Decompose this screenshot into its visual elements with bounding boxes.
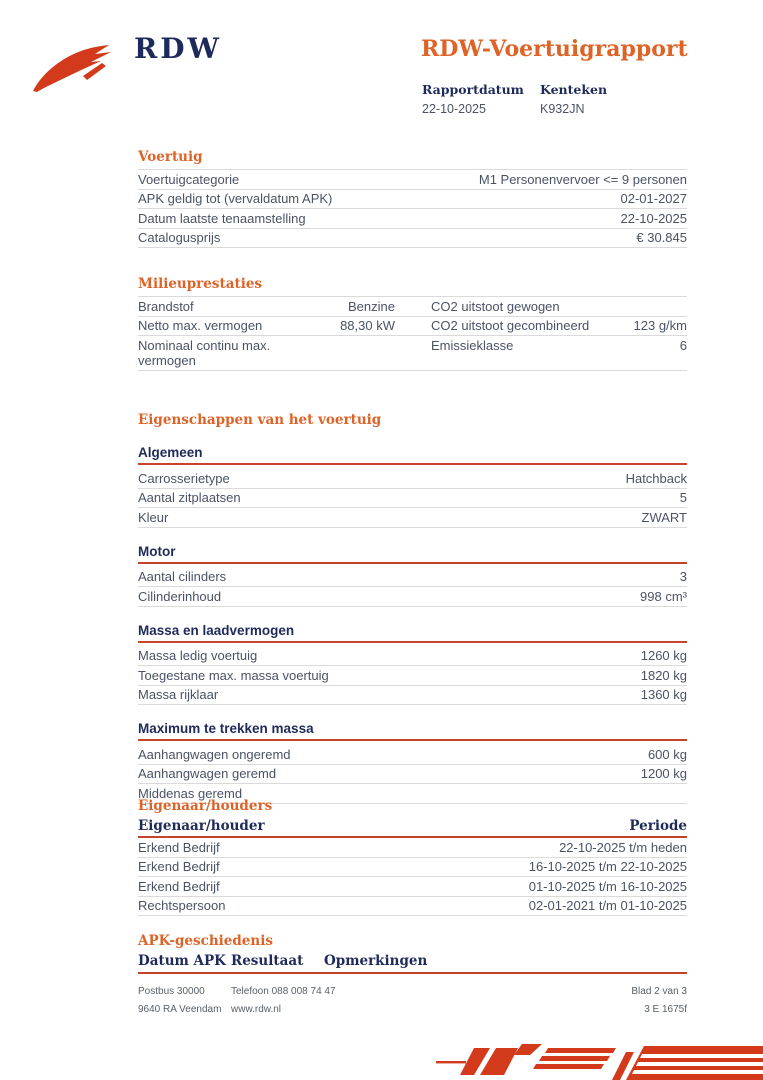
subsection-motor (138, 544, 687, 607)
row-label: APK geldig tot (vervaldatum APK) (138, 191, 333, 206)
section-title: APK-geschiedenis (138, 933, 273, 949)
row-label: Aanhangwagen geremd (138, 766, 277, 781)
report-meta (422, 82, 607, 116)
report-date-value: 22-10-2025 (422, 102, 486, 116)
table-row (138, 209, 687, 229)
column-header-result: Resultaat (231, 953, 304, 969)
row-label: Brandstof (138, 298, 194, 314)
motor-table (138, 568, 687, 607)
row-label: Massa ledig voertuig (138, 648, 258, 663)
row-value: 1360 kg (640, 687, 687, 702)
row-value: 22-10-2025 (620, 210, 687, 226)
table-row (138, 858, 687, 878)
owner-table-header (138, 818, 687, 838)
row-label: Netto max. vermogen (138, 318, 263, 333)
subsection-title: Algemeen (138, 445, 687, 465)
trekken-table (138, 745, 687, 804)
table-row (138, 686, 687, 706)
algemeen-table (138, 469, 687, 528)
row-label: CO2 uitstoot gewogen (431, 298, 560, 314)
column-header-period: Periode (629, 818, 687, 834)
section-eigenschappen (138, 412, 687, 804)
table-row (138, 765, 687, 785)
table-row (138, 469, 687, 489)
row-value: 123 g/km (633, 318, 687, 333)
license-plate-value: K932JN (540, 102, 585, 116)
row-label: Carrosserietype (138, 470, 230, 486)
table-row (138, 666, 687, 686)
table-row (138, 190, 687, 210)
subsection-title: Motor (138, 544, 687, 564)
subsection-title: Massa en laadvermogen (138, 623, 687, 643)
owner-name: Erkend Bedrijf (138, 878, 220, 894)
owner-period: 02-01-2021 t/m 01-10-2025 (528, 898, 687, 913)
row-label: Datum laatste tenaamstelling (138, 210, 306, 226)
row-value: 6 (679, 337, 687, 353)
row-label: Emissieklasse (431, 337, 514, 353)
row-label: Nominaal continu max. vermogen (138, 337, 271, 368)
owner-period: 16-10-2025 t/m 22-10-2025 (528, 859, 687, 874)
license-plate-block (540, 82, 607, 116)
column-header-owner: Eigenaar/houder (138, 818, 265, 834)
footer-page-indicator: Blad 2 van 3 (631, 986, 687, 997)
row-value: 3 (679, 569, 687, 584)
row-label: Kleur (138, 509, 169, 525)
row-value: M1 Personenvervoer <= 9 personen (478, 171, 687, 187)
row-value: 1260 kg (640, 648, 687, 663)
report-date-block (422, 82, 524, 116)
owner-period: 01-10-2025 t/m 16-10-2025 (528, 878, 687, 894)
section-apk-geschiedenis (138, 933, 687, 974)
section-title: Eigenschappen van het voertuig (138, 412, 382, 428)
table-row (138, 170, 687, 190)
row-value: 1200 kg (640, 766, 687, 781)
row-label: Catalogusprijs (138, 230, 221, 245)
row-value: € 30.845 (636, 230, 687, 245)
row-value: Benzine (348, 298, 395, 314)
row-label: Aantal cilinders (138, 569, 227, 584)
row-label: Aanhangwagen ongeremd (138, 746, 291, 762)
section-title: Milieuprestaties (138, 276, 263, 292)
report-date-label: Rapportdatum (422, 82, 524, 97)
massa-table (138, 647, 687, 706)
table-row (138, 838, 687, 858)
owner-period: 22-10-2025 t/m heden (559, 839, 687, 855)
table-row (138, 647, 687, 667)
rdw-logo-text: RDW (134, 32, 222, 65)
footer-form-code: 3 E 1675f (644, 1004, 687, 1015)
row-label: Middenas geremd (138, 785, 243, 801)
section-milieuprestaties (138, 276, 687, 371)
row-value: 5 (679, 490, 687, 505)
section-voertuig (138, 149, 687, 248)
footer-address-line1: Postbus 30000 (138, 986, 205, 997)
milieu-table (138, 296, 687, 371)
section-title: Voertuig (138, 149, 203, 165)
row-label: Cilinderinhoud (138, 588, 222, 604)
row-value: 88,30 kW (340, 318, 395, 333)
rdw-feather-logo-icon (33, 45, 117, 93)
footer-website: www.rdw.nl (231, 1004, 282, 1015)
row-value: 600 kg (647, 746, 687, 762)
page-footer (138, 986, 687, 1015)
row-label: Aantal zitplaatsen (138, 490, 241, 505)
table-row (138, 489, 687, 509)
footer-address-line2: 9640 RA Veendam (138, 1004, 222, 1015)
row-value: 998 cm³ (640, 588, 687, 604)
subsection-massa (138, 623, 687, 706)
table-row (138, 336, 687, 371)
owner-name: Erkend Bedrijf (138, 839, 220, 855)
subsection-title: Maximum te trekken massa (138, 721, 687, 741)
apk-table-header (138, 953, 687, 974)
page-title: RDW-Voertuigrapport (421, 36, 688, 62)
row-value: 02-01-2027 (620, 191, 687, 206)
row-label: Toegestane max. massa voertuig (138, 667, 329, 683)
table-row (138, 297, 687, 317)
row-label: Massa rijklaar (138, 687, 219, 702)
subsection-algemeen (138, 445, 687, 528)
license-plate-label: Kenteken (540, 82, 608, 97)
section-eigenaar-houders (138, 798, 687, 916)
owner-name: Rechtspersoon (138, 898, 226, 913)
table-row (138, 317, 687, 337)
row-value: Hatchback (625, 470, 687, 486)
subsection-trekken (138, 721, 687, 804)
table-row (138, 745, 687, 765)
table-row (138, 587, 687, 607)
table-row (138, 229, 687, 249)
row-value: ZWART (641, 509, 687, 525)
footer-phone: Telefoon 088 008 74 47 (231, 986, 336, 997)
row-value: 1820 kg (640, 667, 687, 683)
owner-name: Erkend Bedrijf (138, 859, 220, 874)
table-row (138, 508, 687, 528)
column-header-apk-date: Datum APK (138, 953, 226, 969)
table-row (138, 568, 687, 588)
table-row (138, 897, 687, 917)
table-row (138, 877, 687, 897)
row-label: CO2 uitstoot gecombineerd (431, 318, 590, 333)
section-title: Eigenaar/houders (138, 798, 273, 814)
rdw-stripes-graphic-icon (430, 1036, 763, 1080)
voertuig-table (138, 169, 687, 248)
column-header-remarks: Opmerkingen (324, 953, 428, 969)
row-label: Voertuigcategorie (138, 171, 240, 187)
owner-table (138, 838, 687, 916)
